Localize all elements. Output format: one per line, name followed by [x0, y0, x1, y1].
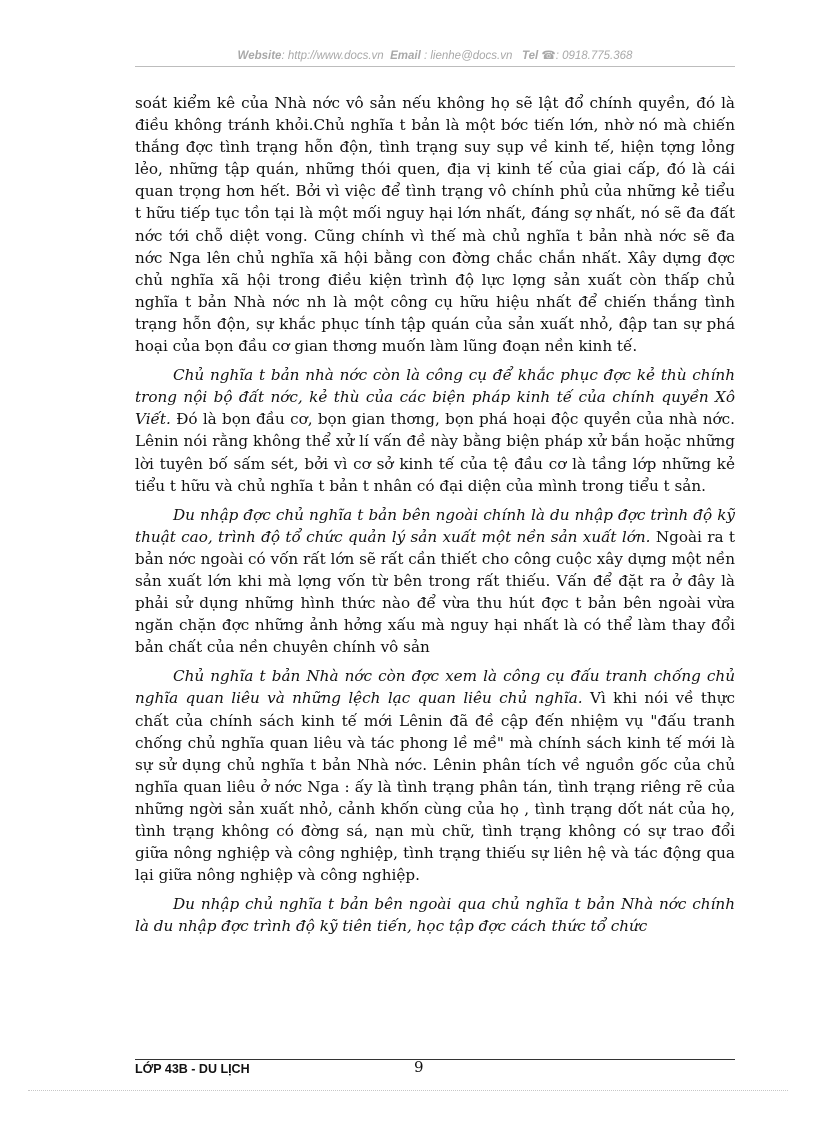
website-value: : http://www.docs.vn — [281, 50, 384, 62]
tel-label: Tel — [521, 50, 539, 62]
footer-class-label: LỚP 43B - DU LỊCH — [135, 1062, 250, 1076]
document-body — [135, 92, 735, 944]
paragraph-3-emphasis: Du nhập đợc chủ nghĩa t bản bên ngoài chính là du nhập đợc trình độ kỹ thuật cao, trình độ tổ chức quản lý sản xuất một nền sản xuất lớn. — [135, 505, 735, 546]
paragraph-3-text: Ngoài ra t bản nớc ngoài có vốn rất lớn sẽ rất cần thiết cho công cuộc xây dựng một nền sản xuất lớn khi mà lợng vốn từ bên trong rất thiếu. Vấn để đặt ra ở đây là phải sử dụng những hình thức nào để vừa thu hút đợc t bản bên ngoài vừa ngăn chặn đợc những ảnh hởng xấu mà nguy hại nhất là có thể làm thay đổi bản chất của nền chuyên chính vô sản — [135, 527, 735, 657]
header-divider — [135, 66, 735, 67]
paragraph-2-emphasis: Chủ nghĩa t bản nhà nớc còn là công cụ để khắc phục đợc kẻ thù chính trong nội bộ đất nớc, kẻ thù của các biện pháp kinh tế của chính quyền Xô Viết. — [135, 366, 735, 429]
phone-icon: ☎ — [541, 50, 556, 62]
footer-divider — [135, 1059, 735, 1060]
paragraph-4-emphasis: Chủ nghĩa t bản Nhà nớc còn đợc xem là công cụ đấu tranh chống chủ nghĩa quan liêu và những lệch lạc quan liêu chủ nghĩa. — [135, 667, 735, 708]
email-label: Email — [390, 50, 421, 62]
paragraph-5 — [135, 893, 735, 937]
paragraph-1: soát kiểm kê của Nhà nớc vô sản nếu không họ sẽ lật đổ chính quyền, đó là điều không tránh khỏi.Chủ nghĩa t bản là một bớc tiến lớn, nhờ nó mà chiến thắng đợc tình trạng hỗn độn, tình trạng suy sụp về kinh tế, hiện tợng lỏng lẻo, những tập quán, những thói quen, địa vị kinh tế của giai cấp, đó là cái quan trọng hơn hết. Bởi vì việc để tình trạng vô chính phủ của những kẻ tiểu t hữu tiếp tục tồn tại là một mối nguy hại lớn nhất, đáng sợ nhất, nó sẽ đa đất nớc tới chỗ diệt vong. Cũng chính vì thế mà chủ nghĩa t bản nhà nớc sẽ đa nớc Nga lên chủ nghĩa xã hội bằng con đờng chắc chắn nhất. Xây dựng đợc chủ nghĩa xã hội trong điều kiện trình độ lực lợng sản xuất còn thấp chủ nghĩa t bản Nhà nớc nh là một công cụ hữu hiệu nhất để chiến thắng tình trạng hỗn độn, sự khắc phục tính tập quán của sản xuất nhỏ, đập tan sự phá hoại của bọn đầu cơ gian thơng muốn làm lũng đoạn nền kinh tế. — [135, 94, 735, 356]
paragraph-4 — [135, 665, 735, 886]
website-label: Website — [237, 50, 282, 62]
paragraph-5-emphasis: Du nhập chủ nghĩa t bản bên ngoài qua chủ nghĩa t bản Nhà nớc chính là du nhập đợc trình độ kỹ tiên tiến, học tập đợc cách thức tổ chức — [135, 895, 735, 936]
paragraph-2 — [135, 364, 735, 497]
paragraph-2-text: Đó là bọn đầu cơ, bọn gian thơng, bọn phá hoại độc quyền của nhà nớc. Lênin nói rằng không thể xử lí vấn đề này bằng biện pháp xử bắn hoặc những lời tuyên bố sấm sét, bởi vì cơ sở kinh tế của tệ đầu cơ là tầng lớp những kẻ tiểu t hữu và chủ nghĩa t bản t nhân có đại diện của mình trong tiểu t sản. — [135, 410, 735, 495]
paragraph-3 — [135, 504, 735, 659]
tel-value: : 0918.775.368 — [555, 50, 633, 62]
email-value: : lienhe@docs.vn — [423, 50, 513, 62]
page-number: 9 — [414, 1058, 424, 1076]
paragraph-4-text: Vì khi nói về thực chất của chính sách kinh tế mới Lênin đã đề cập đến nhiệm vụ "đấu tranh chống chủ nghĩa quan liêu và tác phong lề mề" mà chính sách kinh tế mới là sự sử dụng chủ nghĩa t bản Nhà nớc. Lênin phân tích về nguồn gốc của chủ nghĩa quan liêu ở nớc Nga : ấy là tình trạng phân tán, tình trạng riêng rẽ của những ngời sản xuất nhỏ, cảnh khốn cùng của họ , tình trạng dốt nát của họ, tình trạng không có đờng sá, nạn mù chữ, tình trạng không có sự trao đổi giữa nông nghiệp và công nghiệp, tình trạng thiếu sự liên hệ và tác động qua lại giữa nông nghiệp và công nghiệp. — [135, 689, 735, 885]
page-header — [135, 48, 735, 62]
page-bottom-border — [28, 1090, 788, 1091]
